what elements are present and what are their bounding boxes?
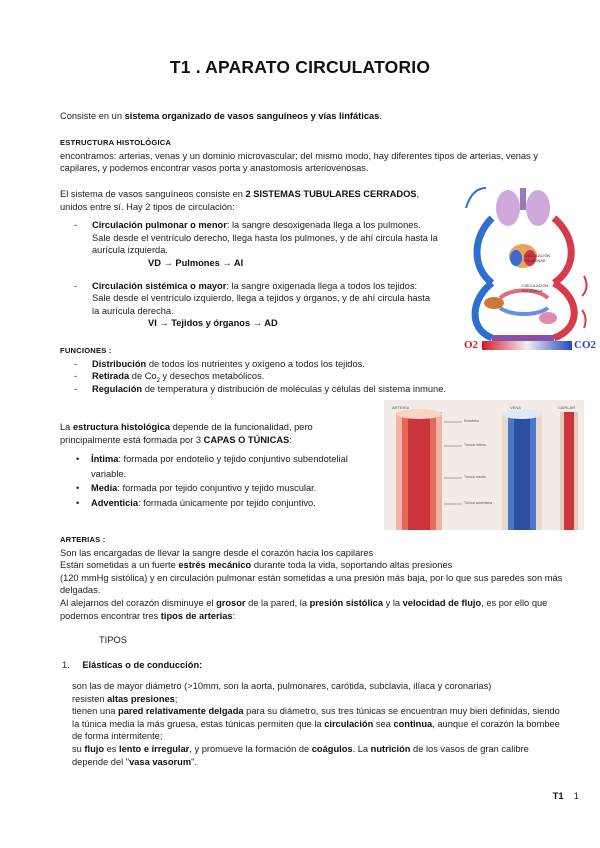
label-intima: Túnica íntima bbox=[464, 443, 486, 447]
arterias-line4: Al alejarnos del corazón disminuye el grosor de la pared, la presión sistólica y la velocidad de flujo, es por ello que podemos encontrar tres tipos de arterias: bbox=[60, 597, 548, 621]
list-item: - Circulación pulmonar o menor: la sangre desoxigenada llega a los pulmones. Sale desde el ventrículo derecho, llega hasta los pulmones, y de ahí circula hasta la aurícula izquierda. VD → Pulmones → AI bbox=[60, 219, 438, 269]
list-item: - Regulación de temperatura y distribución de moléculas y células del sistema inmune. bbox=[60, 383, 580, 396]
circulation-list bbox=[60, 219, 438, 330]
tipos-p3: tienen una pared relativamente delgada para su diámetro, sus tres túnicas se encuentran muy bien definidas, siendo la túnica media la más gruesa, estas túnicas permiten que la circulación sea continua, aunque el corazón la bombee de forma intermitente; bbox=[72, 706, 560, 742]
tunicas-section bbox=[60, 421, 370, 510]
label-pulmonar: CIRCULACIÓN PULMONAR bbox=[524, 254, 551, 263]
page-footer bbox=[553, 791, 579, 804]
list-item: • Media: formada por tejido conjuntivo y tejido muscular. bbox=[60, 481, 370, 496]
funciones-section bbox=[60, 345, 580, 395]
list-item: - Distribución de todos los nutrientes y oxígeno a todos los tejidos. bbox=[60, 358, 580, 371]
sistema-section bbox=[60, 188, 438, 330]
estructura-section bbox=[60, 137, 580, 175]
tipos-label: TIPOS bbox=[99, 635, 127, 645]
estructura-heading: ESTRUCTURA HISTOLÓGICA bbox=[60, 138, 172, 147]
formula-pulmonar: VD → Pulmones → AI bbox=[148, 257, 244, 268]
tipos-item-1 bbox=[62, 659, 562, 672]
item-title: Elásticas o de conducción: bbox=[82, 660, 203, 670]
vessel-diagram bbox=[384, 400, 584, 530]
label-adventicia: Túnica adventicia bbox=[464, 501, 492, 505]
label-arteria: ARTERIA bbox=[392, 405, 410, 410]
tipos-body bbox=[72, 680, 562, 768]
tipos-p4: su flujo es lento e irregular, y promueve la formación de coágulos. La nutrición de los vasos de gran calibre depende del "vasa vasorum". bbox=[72, 743, 529, 767]
circulation-diagram bbox=[452, 178, 598, 356]
intro-paragraph: Consiste en un sistema organizado de vasos sanguíneos y vías linfáticas. bbox=[60, 111, 382, 121]
list-item: • Íntima: formada por endotelio y tejido conjuntivo subendotelial variable. bbox=[60, 452, 370, 481]
list-item: • Adventicia: formada únicamente por tejido conjuntivo. bbox=[60, 496, 370, 511]
circulation-illustration bbox=[452, 178, 598, 356]
label-capilar: CAPILAR bbox=[558, 405, 576, 410]
page-number: 1 bbox=[573, 791, 579, 802]
tipos-p2: resisten altas presiones; bbox=[72, 693, 178, 704]
arterias-heading: ARTERIAS : bbox=[60, 535, 106, 544]
label-o2: O2 bbox=[464, 339, 479, 351]
arterias-section bbox=[60, 534, 580, 622]
sistema-intro: El sistema de vasos sanguíneos consiste en 2 SISTEMAS TUBULARES CERRADOS, unidos entre sí. Hay 2 tipos de circulación: bbox=[60, 189, 420, 212]
list-item: - Circulación sistémica o mayor: la sangre oxigenada llega a todos los tejidos: Sale desde el ventrículo izquierdo, llega a tejidos y órganos, y de ahí circula hasta la aurícula derecha. VI → Tejidos y órganos → AD bbox=[60, 280, 438, 330]
label-sistemica: CIRCULACIÓN SISTÉMICA bbox=[522, 284, 549, 293]
item-number: 1. bbox=[62, 660, 70, 670]
label-co2: CO2 bbox=[574, 339, 596, 351]
arterias-line1: Son las encargadas de llevar la sangre desde el corazón hacia los capilares bbox=[60, 547, 374, 558]
list-item: - Retirada de $Co_2$ y desechos metabólicos. bbox=[60, 370, 580, 383]
arterias-line3: (120 mmHg sistólica) y en circulación pulmonar están sometidas a una presión más baja, por lo que sus paredes son más delgadas. bbox=[60, 572, 563, 596]
label-vena: VENA bbox=[510, 405, 521, 410]
funciones-heading: FUNCIONES : bbox=[60, 346, 112, 355]
estructura-text: encontramos: arterias, venas y un dominio microvascular; del mismo modo, hay diferentes tipos de arterias, venas y capilares, y podemos encontrar vasos porta y anastomosis arteriovenosas. bbox=[60, 150, 538, 174]
footer-label: T1 bbox=[552, 791, 564, 802]
tunicas-intro: La estructura histológica depende de la funcionalidad, pero principalmente está formada por 3 CAPAS O TÚNICAS: bbox=[60, 422, 313, 445]
label-media: Túnica media bbox=[464, 475, 486, 479]
formula-sistemica: VI → Tejidos y órganos → AD bbox=[148, 318, 278, 329]
funciones-list bbox=[60, 358, 580, 396]
page-title: T1 . APARATO CIRCULATORIO bbox=[169, 57, 431, 77]
label-endotelio: Endotelio bbox=[464, 419, 479, 423]
arterias-line2: Están sometidas a un fuerte estrés mecánico durante toda la vida, soportando altas presiones bbox=[60, 560, 453, 571]
tipos-p1: son las de mayor diámetro (>10mm, son la aorta, pulmonares, carótida, subclavia, ilíaca y coronarias) bbox=[72, 681, 492, 691]
vessel-illustration bbox=[384, 400, 584, 530]
tunicas-list bbox=[60, 452, 370, 510]
